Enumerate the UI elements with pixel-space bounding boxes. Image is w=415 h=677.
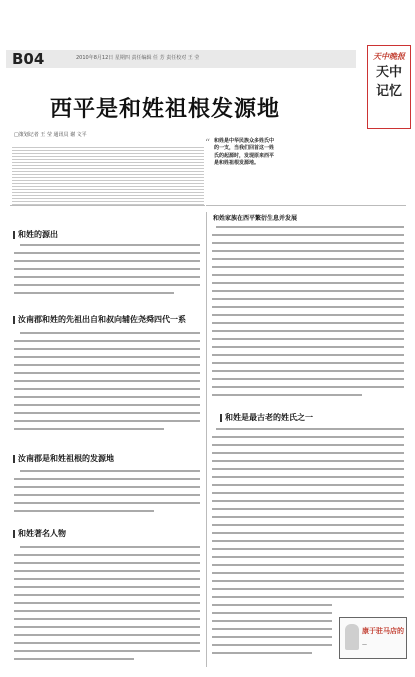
- lead-hatch-background: [12, 145, 204, 205]
- ad-caption: —: [362, 642, 367, 648]
- masthead-column-line2: 记忆: [375, 84, 402, 99]
- quote-mark-icon: “: [205, 138, 211, 149]
- section-heading: 汝南郡是和姓祖根的发源地: [18, 454, 114, 463]
- masthead-brand: 天中晚报: [373, 52, 405, 61]
- ad-text: 康于驻马店的: [362, 627, 404, 635]
- column-masthead: [367, 45, 411, 129]
- article-byline: □策划记者 王 莹 通讯员 谢 文平: [14, 132, 87, 138]
- section-heading: 和姓著名人物: [18, 529, 66, 538]
- divider-rule: [206, 205, 406, 206]
- ad-figure-icon: [345, 624, 359, 650]
- column-rule: [206, 212, 207, 667]
- divider-rule: [10, 205, 205, 206]
- ad-box: [339, 617, 407, 659]
- pull-quote: 和姓是中华民族众多姓氏中的一支，当我们回首这一姓氏的起源时，发现原来西平是和姓祖根发源地。: [214, 138, 275, 166]
- section-heading: 和姓家族在西平繁衍生息并发展: [213, 215, 298, 222]
- section-heading: 和姓是最古老的姓氏之一: [225, 413, 313, 422]
- section-heading: 和姓的源出: [18, 230, 58, 239]
- page-header-meta: 2010年8月12日 星期四 责任编辑 任 芳 责任校对 王 莹: [76, 55, 200, 61]
- masthead-column-line1: 天中: [375, 65, 402, 80]
- article-title: 西平是和姓祖根发源地: [50, 96, 281, 122]
- page-number: B04: [12, 50, 45, 68]
- section-heading: 汝南郡和姓的先祖出自和叔向辅佐尧舜四代一系: [18, 315, 186, 324]
